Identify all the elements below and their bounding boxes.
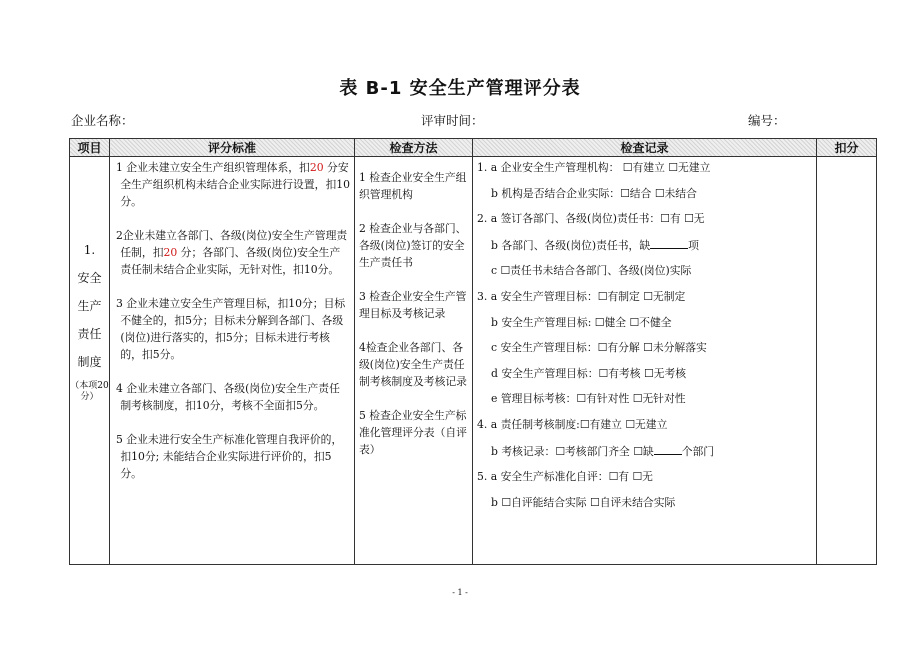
record-line: b 各部门、各级(岗位)责任书，缺 项 xyxy=(491,238,699,252)
record-cell xyxy=(473,157,817,565)
method-item: 1 检查企业安全生产组织管理机构 xyxy=(359,171,467,201)
table-header-row xyxy=(70,139,877,157)
document-title: 表 B-1 安全生产管理评分表 xyxy=(339,78,581,99)
penalty-points: 20 xyxy=(163,246,178,259)
record-line: 5. a 安全生产标准化自评：☐有 ☐无 xyxy=(477,470,653,484)
method-cell xyxy=(355,157,473,565)
item-cell xyxy=(70,157,110,565)
serial-number-label: 编号： xyxy=(748,113,786,128)
record-line: b ☐自评能结合实际 ☐自评未结合实际 xyxy=(491,495,676,509)
item-name-line: 制度 xyxy=(77,355,102,369)
record-line: c 安全生产管理目标：☐有分解 ☐未分解落实 xyxy=(491,341,707,355)
table-row xyxy=(70,157,877,565)
method-item: 2 检查企业与各部门、各级(岗位)签订的安全生产责任书 xyxy=(359,222,467,269)
fill-blank xyxy=(650,237,688,249)
company-name-label: 企业名称： xyxy=(71,113,134,128)
record-line: b 机构是否结合企业实际：☐结合 ☐未结合 xyxy=(491,186,697,200)
method-item: 4检查企业各部门、各级(岗位)安全生产责任制考核制度及考核记录 xyxy=(359,341,467,388)
record-line: d 安全生产管理目标：☐有考核 ☐无考核 xyxy=(491,366,687,380)
review-time-label: 评审时间： xyxy=(421,113,484,128)
method-item: 5 检查企业安全生产标准化管理评分表（自评表） xyxy=(359,409,467,456)
criteria-item: 4 企业未建立各部门、各级(岗位)安全生产责任制考核制度，扣10分，考核不全面扣5分。 xyxy=(116,382,340,412)
item-name-line: 生产 xyxy=(77,299,102,313)
criteria-item: 3 企业未建立安全生产管理目标，扣10分；目标不健全的，扣5分；目标未分解到各部门、各级(岗位)进行落实的，扣5分；目标未进行考核的，扣5分。 xyxy=(116,297,346,361)
item-note: （本项20分） xyxy=(70,381,109,402)
criteria-item: 1 企业未建立安全生产组织管理体系，扣20 分安全生产组织机构未结合企业实际进行设置，扣10分。 xyxy=(116,161,350,208)
record-line: 4. a 责任制考核制度:☐有建立 ☐无建立 xyxy=(477,417,668,431)
record-line: 2. a 签订各部门、各级(岗位)责任书：☐有 ☐无 xyxy=(477,212,705,226)
record-line: c ☐责任书未结合各部门、各级(岗位)实际 xyxy=(491,264,692,278)
header-criteria: 评分标准 xyxy=(110,139,355,157)
record-line: b 安全生产管理目标: ☐健全 ☐不健全 xyxy=(491,315,672,329)
header-method: 检查方法 xyxy=(355,139,473,157)
criteria-cell xyxy=(110,157,355,565)
record-line: b 考核记录：☐考核部门齐全 ☐缺 个部门 xyxy=(491,444,715,458)
header-record: 检查记录 xyxy=(473,139,817,157)
record-line: 3. a 安全生产管理目标：☐有制定 ☐无制定 xyxy=(477,289,686,303)
header-item: 项目 xyxy=(70,139,110,157)
scoring-table xyxy=(69,138,877,565)
item-name-line: 安全 xyxy=(77,271,102,285)
score-cell xyxy=(817,157,877,565)
header-score: 扣分 xyxy=(817,139,877,157)
page-number: - 1 - xyxy=(452,588,468,597)
criteria-item: 2企业未建立各部门、各级(岗位)安全生产管理责任制，扣20 分；各部门、各级(岗位)安全生产责任制未结合企业实际，无针对性，扣10分。 xyxy=(116,229,348,276)
fill-blank xyxy=(654,443,682,455)
record-line: 1. a 企业安全生产管理机构： ☐有建立 ☐无建立 xyxy=(477,161,711,174)
item-number: 1. xyxy=(83,243,96,257)
record-line: e 管理目标考核：☐有针对性 ☐无针对性 xyxy=(491,392,686,406)
criteria-item: 5 企业未进行安全生产标准化管理自我评价的，扣10分; 未能结合企业实际进行评价的，扣5分。 xyxy=(116,433,343,480)
method-item: 3 检查企业安全生产管理目标及考核记录 xyxy=(359,290,467,320)
penalty-points: 20 xyxy=(309,161,324,174)
item-name-line: 责任 xyxy=(77,327,102,341)
